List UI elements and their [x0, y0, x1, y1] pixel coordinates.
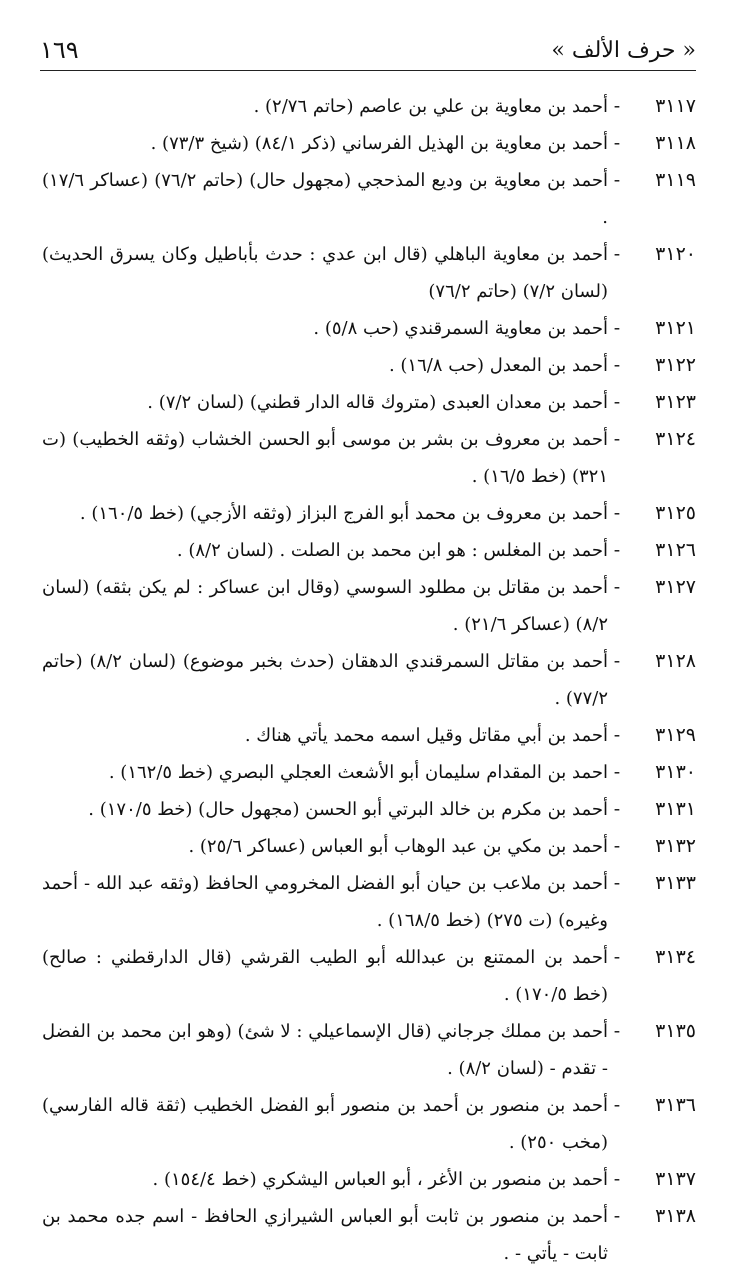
entry-separator: - — [613, 391, 621, 413]
entry-text: أحمد بن منصور بن الأغر ، أبو العباس اليشكري (خط ١٥٤/٤) . — [152, 1169, 608, 1190]
entry-separator: - — [613, 428, 621, 450]
entry — [42, 569, 696, 643]
entry — [42, 791, 696, 828]
entry-number: ٣١٢٧ — [655, 576, 696, 598]
entry-text: أحمد بن معاوية الباهلي (قال ابن عدي : حدث بأباطيل وكان يسرق الحديث) (لسان ٧/٢) (حاتم ٧٦/٢) — [42, 244, 608, 302]
entry — [42, 495, 696, 532]
entry-separator: - — [613, 1020, 621, 1042]
entry-number: ٣١٣٧ — [655, 1168, 696, 1190]
entry-number: ٣١٣١ — [655, 798, 696, 820]
entry-number: ٣١٢٦ — [655, 539, 696, 561]
entry-text: أحمد بن أبي مقاتل وقيل اسمه محمد يأتي هناك . — [244, 725, 608, 746]
entry-text: أحمد بن المعدل (حب ١٦/٨) . — [388, 355, 608, 376]
entry-number: ٣١٣٣ — [655, 872, 696, 894]
entry-text: أحمد بن معروف بن بشر بن موسى أبو الحسن الخشاب (وثقه الخطيب) (ت ٣٢١) (خط ١٦/٥) . — [42, 429, 608, 487]
entry — [42, 384, 696, 421]
entry-text: أحمد بن المغلس : هو ابن محمد بن الصلت . (لسان ٨/٢) . — [176, 540, 608, 561]
entry-number: ٣١٣٢ — [655, 835, 696, 857]
entry-separator: - — [613, 946, 621, 968]
entry-text: أحمد بن مقاتل السمرقندي الدهقان (حدث بخبر موضوع) (لسان ٨/٢) (حاتم ٧٧/٢) . — [42, 651, 608, 709]
entry-separator: - — [613, 132, 621, 154]
entry-text: أحمد بن مقاتل بن مطلود السوسي (وقال ابن عساكر : لم يكن بثقه) (لسان ٨/٢) (عساكر ٢١/٦) . — [42, 577, 608, 635]
entry-number: ٣١١٨ — [655, 132, 696, 154]
entry-number: ٣١٢٨ — [655, 650, 696, 672]
page-number: ١٦٩ — [40, 36, 79, 64]
entry-number: ٣١٣٤ — [655, 946, 696, 968]
entry-separator: - — [613, 317, 621, 339]
entry — [42, 643, 696, 717]
entry-number: ٣١٢٥ — [655, 502, 696, 524]
entry-text: أحمد بن منصور بن ثابت أبو العباس الشيرازي الحافظ - اسم جده محمد بن ثابت - يأتي - . — [42, 1206, 608, 1264]
entry — [42, 421, 696, 495]
entry — [42, 717, 696, 754]
entry — [42, 236, 696, 310]
entry-number: ٣١٢٩ — [655, 724, 696, 746]
entry-separator: - — [613, 798, 621, 820]
entry-separator: - — [613, 243, 621, 265]
entry-separator: - — [613, 95, 621, 117]
entry-text: أحمد بن مكرم بن خالد البرتي أبو الحسن (مجهول حال) (خط ١٧٠/٥) . — [88, 799, 608, 820]
entry — [42, 754, 696, 791]
entry-number: ٣١٢٢ — [655, 354, 696, 376]
entry-number: ٣١٣٦ — [655, 1094, 696, 1116]
entry-list — [42, 88, 696, 1272]
entry — [42, 347, 696, 384]
entry-separator: - — [613, 872, 621, 894]
entry-number: ٣١٢٣ — [655, 391, 696, 413]
entry-separator: - — [613, 502, 621, 524]
entry — [42, 125, 696, 162]
entry-separator: - — [613, 1205, 621, 1227]
entry — [42, 162, 696, 236]
entry-number: ٣١٢٤ — [655, 428, 696, 450]
entry — [42, 88, 696, 125]
entry — [42, 1087, 696, 1161]
entry-number: ٣١٢١ — [655, 317, 696, 339]
entry-number: ٣١١٩ — [655, 169, 696, 191]
entry — [42, 1161, 696, 1198]
entry-text: أحمد بن مكي بن عبد الوهاب أبو العباس (عساكر ٢٥/٦) . — [188, 836, 608, 857]
entry-separator: - — [613, 1168, 621, 1190]
entry-separator: - — [613, 761, 621, 783]
entry — [42, 1198, 696, 1272]
entry-text: أحمد بن ملاعب بن حيان أبو الفضل المخرومي الحافظ (وثقه عبد الله - أحمد وغيره) (ت ٢٧٥) (خط ١٦٨/٥) . — [42, 873, 608, 931]
entry-text: أحمد بن معاوية السمرقندي (حب ٥/٨) . — [313, 318, 608, 339]
entry-separator: - — [613, 1094, 621, 1116]
entry — [42, 1013, 696, 1087]
entry-text: أحمد بن الممتنع بن عبدالله أبو الطيب القرشي (قال الدارقطني : صالح) (خط ١٧٠/٥) . — [42, 947, 608, 1005]
entry-separator: - — [613, 169, 621, 191]
entry — [42, 865, 696, 939]
page-header — [40, 30, 696, 71]
entry-text: أحمد بن معاوية بن الهذيل الفرساني (ذكر ٨٤/١) (شيخ ٧٣/٣) . — [150, 133, 608, 154]
section-title: « حرف الألف » — [551, 37, 696, 63]
entry-text: أحمد بن معدان العبدى (متروك قاله الدار قطني) (لسان ٧/٢) . — [147, 392, 608, 413]
entry-number: ٣١٢٠ — [655, 243, 696, 265]
entry — [42, 532, 696, 569]
entry-separator: - — [613, 650, 621, 672]
entry-separator: - — [613, 724, 621, 746]
entry-number: ٣١٣٨ — [655, 1205, 696, 1227]
entry-separator: - — [613, 354, 621, 376]
entry-text: أحمد بن مملك جرجاني (قال الإسماعيلي : لا شئ) (وهو ابن محمد بن الفضل - تقدم - (لسان ٨/٢) . — [42, 1021, 608, 1079]
entry-text: أحمد بن معاوية بن وديع المذحجي (مجهول حال) (حاتم ٧٦/٢) (عساكر ١٧/٦) . — [42, 170, 608, 228]
entry-text: أحمد بن معروف بن محمد أبو الفرج البزاز (وثقه الأزجي) (خط ١٦٠/٥) . — [79, 503, 608, 524]
entry-text: أحمد بن منصور بن أحمد بن منصور أبو الفضل الخطيب (ثقة قاله الفارسي) (مخب ٢٥٠) . — [42, 1095, 608, 1153]
entry — [42, 828, 696, 865]
entry-separator: - — [613, 835, 621, 857]
entry-separator: - — [613, 539, 621, 561]
entry-number: ٣١٣٥ — [655, 1020, 696, 1042]
entry — [42, 310, 696, 347]
entry-number: ٣١٣٠ — [655, 761, 696, 783]
entry-text: أحمد بن معاوية بن علي بن عاصم (حاتم ٢/٧٦) . — [253, 96, 608, 117]
entry-text: احمد بن المقدام سليمان أبو الأشعث العجلي البصري (خط ١٦٢/٥) . — [108, 762, 608, 783]
entry-separator: - — [613, 576, 621, 598]
entry — [42, 939, 696, 1013]
entry-number: ٣١١٧ — [655, 95, 696, 117]
